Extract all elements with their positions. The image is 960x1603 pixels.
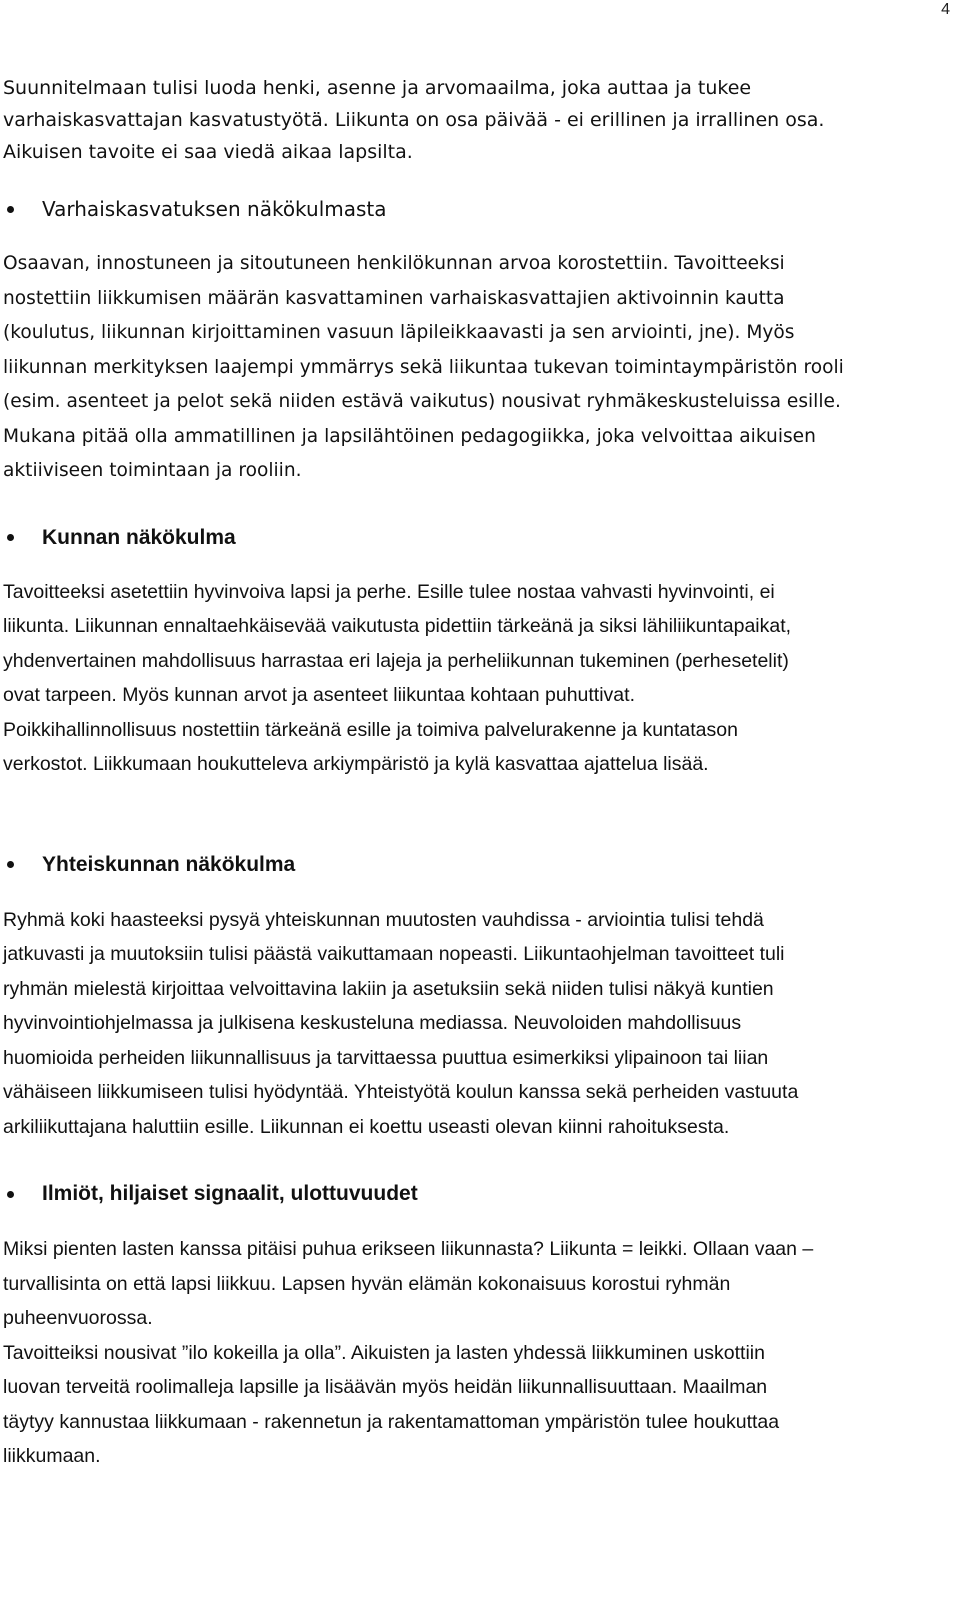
bullet-icon: [7, 1191, 14, 1198]
section-heading-varhaiskasvatus: [3, 192, 953, 226]
text-line: jatkuvasti ja muutoksiin tulisi päästä vaikuttamaan nopeasti. Liikuntaohjelman tavoitteet tuli: [3, 943, 785, 965]
text-line: yhdenvertainen mahdollisuus harrastaa eri lajeja ja perheliikunnan tukeminen (perhesetelit): [3, 649, 789, 672]
bullet-icon: [7, 861, 14, 868]
text-line: Aikuisen tavoite ei saa viedä aikaa lapsilta.: [3, 141, 413, 163]
text-line: aktiiviseen toimintaan ja rooliin.: [3, 460, 302, 481]
section-heading-text: Yhteiskunnan näkökulma: [42, 852, 296, 876]
text-line: Tavoitteiksi nousivat ”ilo kokeilla ja olla”. Aikuisten ja lasten yhdessä liikkuminen uskottiin: [3, 1341, 765, 1364]
text-line: täytyy kannustaa liikkumaan - rakennetun ja rakentamattoman ympäristön tulee houkuttaa: [3, 1410, 780, 1433]
section-paragraph: [3, 903, 953, 1145]
text-line: turvallisinta on että lapsi liikkuu. Lapsen hyvän elämän kokonaisuus korostui ryhmän: [3, 1272, 731, 1295]
text-line: (koulutus, liikunnan kirjoittaminen vasuun läpileikkaavasti ja sen arviointi, jne). Myös: [3, 322, 795, 343]
text-line: Miksi pienten lasten kanssa pitäisi puhua erikseen liikunnasta? Liikunta = leikki. Ollaan vaan –: [3, 1238, 814, 1260]
text-line: hyvinvointiohjelmassa ja julkisena keskusteluna mediassa. Neuvoloiden mahdollisuus: [3, 1012, 742, 1034]
section-heading-text: Kunnan näkökulma: [42, 525, 236, 549]
section-paragraph: [3, 247, 953, 489]
text-line: ryhmän mielestä kirjoittaa velvoittavina lakiin ja asetuksiin sekä niiden tulisi näkyä kuntien: [3, 977, 774, 1000]
text-line: Poikkihallinnollisuus nostettiin tärkeänä esille ja toimiva palvelurakenne ja kuntatason: [3, 718, 738, 741]
text-line: liikunnan merkityksen laajempi ymmärrys sekä liikuntaa tukevan toimintaympäristön rooli: [3, 356, 844, 378]
section-heading-yhteiskunta: [3, 848, 953, 882]
section-heading-ilmiot: [3, 1177, 953, 1211]
text-line: nostettiin liikkumisen määrän kasvattaminen varhaiskasvattajien aktivoinnin kautta: [3, 287, 785, 309]
text-line: huomioida perheiden liikunnallisuus ja tarvittaessa puuttua esimerkiksi ylipainoon tai liian: [3, 1046, 769, 1069]
text-line: vähäiseen liikkumiseen tulisi hyödyntää. Yhteistyötä koulun kanssa sekä perheiden vastuuta: [3, 1081, 799, 1103]
bullet-icon: [7, 534, 14, 541]
text-line: Mukana pitää olla ammatillinen ja lapsilähtöinen pedagogiikka, joka velvoittaa aikuisen: [3, 425, 816, 447]
text-line: ovat tarpeen. Myös kunnan arvot ja asenteet liikuntaa kohtaan puhuttivat.: [3, 684, 635, 706]
section-paragraph: [3, 1232, 953, 1474]
page-number: 4: [941, 1, 950, 18]
document-body: [3, 72, 953, 1474]
text-line: Ryhmä koki haasteeksi pysyä yhteiskunnan muutosten vauhdissa - arviointia tulisi tehdä: [3, 908, 764, 931]
text-line: arkiliikuttajana haluttiin esille. Liikunnan ei koettu useasti olevan kiinni rahoituksesta.: [3, 1115, 730, 1138]
text-line: (esim. asenteet ja pelot sekä niiden estävä vaikutus) nousivat ryhmäkeskusteluissa esille.: [3, 391, 841, 412]
text-line: luovan terveitä roolimalleja lapsille ja lisäävän myös heidän liikunnallisuuttaan. Maailman: [3, 1376, 768, 1398]
text-line: liikunta. Liikunnan ennaltaehkäisevää vaikutusta pidettiin tärkeänä ja siksi lähiliikuntapaikat,: [3, 615, 792, 637]
text-line: Suunnitelmaan tulisi luoda henki, asenne ja arvomaailma, joka auttaa ja tukee: [3, 77, 752, 99]
text-line: puheenvuorossa.: [3, 1307, 153, 1329]
text-line: Osaavan, innostuneen ja sitoutuneen henkilökunnan arvoa korostettiin. Tavoitteeksi: [3, 253, 785, 274]
section-paragraph: [3, 575, 953, 782]
intro-paragraph: [3, 72, 953, 168]
section-heading-text: Varhaiskasvatuksen näkökulmasta: [42, 197, 387, 221]
section-heading-kunta: [3, 521, 953, 555]
bullet-icon: [7, 206, 14, 213]
text-line: varhaiskasvattajan kasvatustyötä. Liikunta on osa päivää - ei erillinen ja irrallinen osa.: [3, 109, 825, 131]
section-heading-text: Ilmiöt, hiljaiset signaalit, ulottuvuudet: [42, 1182, 418, 1205]
text-line: verkostot. Liikkumaan houkutteleva arkiympäristö ja kylä kasvattaa ajattelua lisää.: [3, 753, 709, 775]
text-line: Tavoitteeksi asetettiin hyvinvoiva lapsi ja perhe. Esille tulee nostaa vahvasti hyvinvointi, ei: [3, 580, 775, 603]
text-line: liikkumaan.: [3, 1445, 101, 1467]
